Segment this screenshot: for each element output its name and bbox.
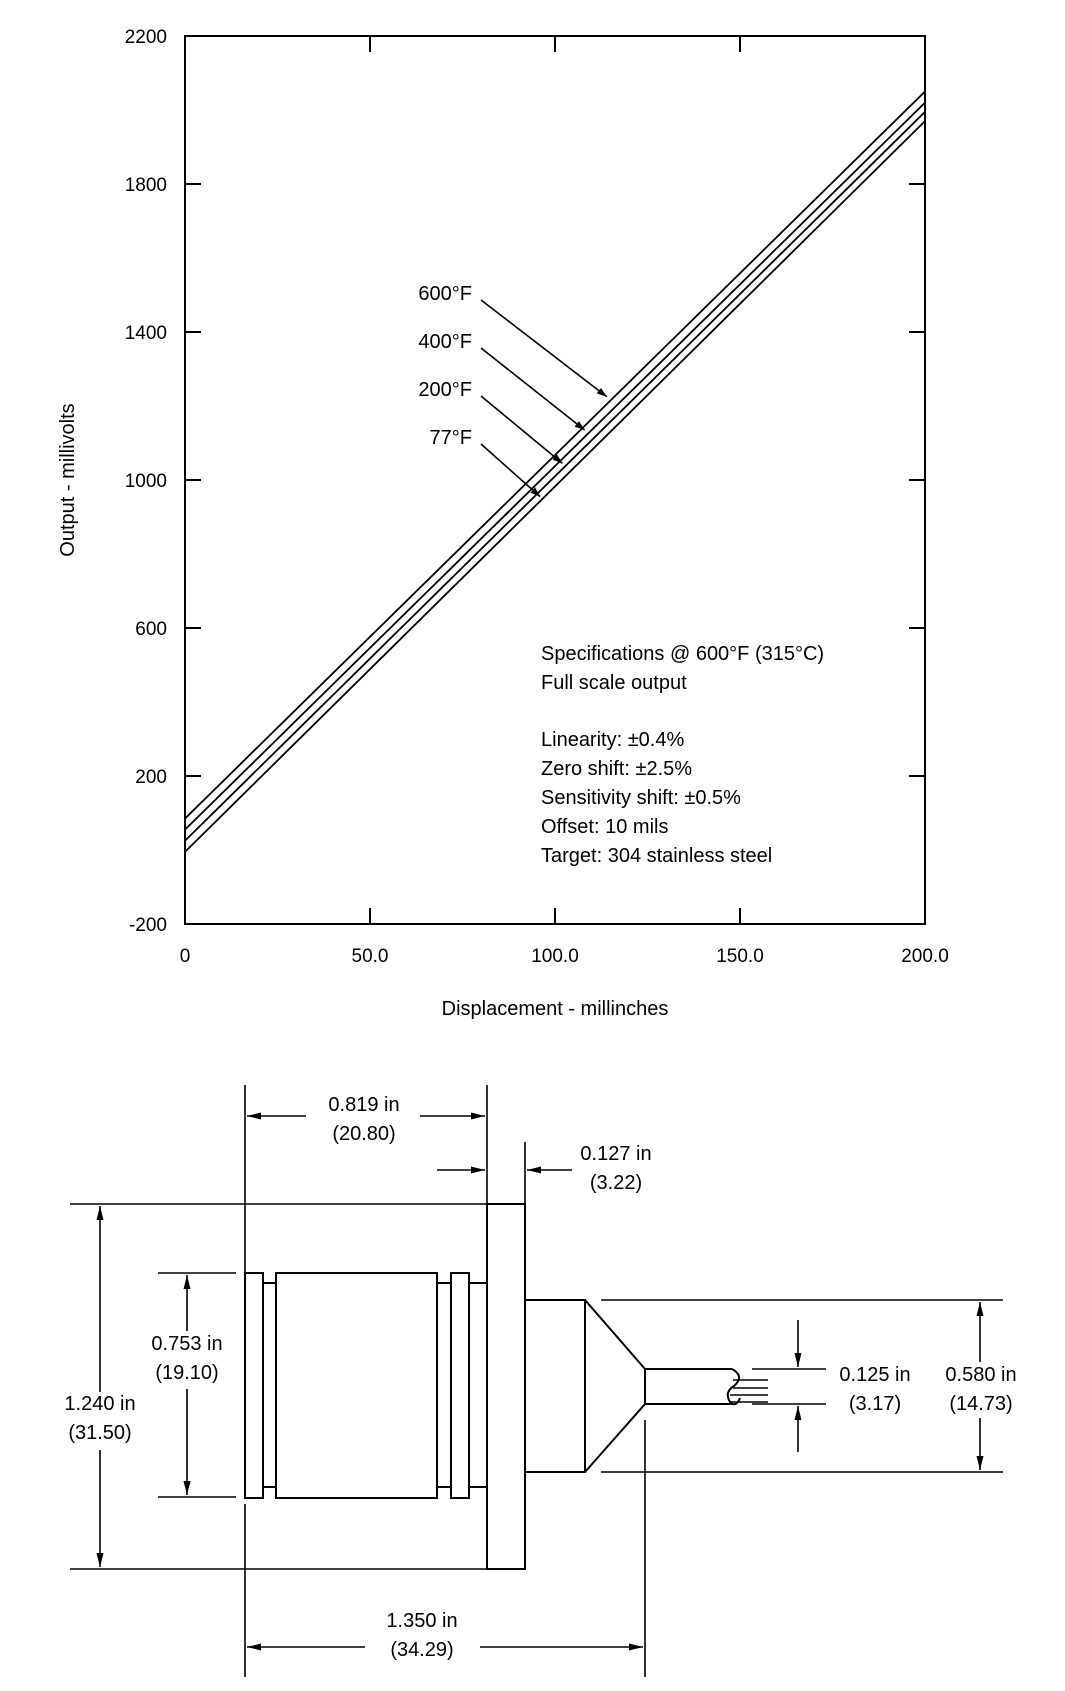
x-tick-label: 150.0 xyxy=(716,946,764,967)
y-tick-label: 200 xyxy=(135,767,167,788)
dim-overall-length xyxy=(247,1610,643,1661)
y-tick-label: -200 xyxy=(128,915,167,936)
left-ring xyxy=(245,1273,263,1498)
dim-housing-diameter-in: 0.580 in xyxy=(945,1364,1017,1386)
spec-linearity: Linearity: ±0.4% xyxy=(541,729,685,751)
sensor-dimension-drawing xyxy=(56,1085,1024,1677)
sensor-body xyxy=(276,1273,437,1498)
y-tick-label: 2200 xyxy=(124,27,167,48)
sensor-outline xyxy=(245,1204,768,1569)
dim-cable-diameter xyxy=(798,1320,911,1452)
cable-break xyxy=(728,1369,740,1404)
x-tick-label: 200.0 xyxy=(901,946,949,967)
x-tick-label: 0 xyxy=(179,946,191,967)
temperature-callouts xyxy=(418,283,606,497)
output-vs-displacement-chart xyxy=(57,27,949,1020)
dim-body-length-mm: (20.80) xyxy=(332,1123,396,1145)
callout-label: 400°F xyxy=(418,331,472,353)
spec-subheading: Full scale output xyxy=(541,672,687,694)
dim-flange-diameter xyxy=(56,1206,148,1567)
y-tick-label: 600 xyxy=(135,619,167,640)
dim-overall-length-in: 1.350 in xyxy=(386,1610,458,1632)
y-tick-label: 1800 xyxy=(124,175,167,196)
dim-flange-diameter-in: 1.240 in xyxy=(64,1393,136,1415)
dim-housing-diameter-mm: (14.73) xyxy=(949,1393,1013,1415)
dim-body-diameter xyxy=(142,1275,234,1495)
y-tick-label: 1000 xyxy=(124,471,167,492)
x-axis-label: Displacement - millinches xyxy=(441,998,669,1020)
dim-overall-length-mm: (34.29) xyxy=(390,1639,454,1661)
right-ring xyxy=(451,1273,469,1498)
callout-arrow xyxy=(481,300,607,397)
callout-arrow xyxy=(481,396,562,463)
dim-flange-thickness-mm: (3.22) xyxy=(589,1172,643,1194)
dim-body-diameter-in: 0.753 in xyxy=(151,1333,223,1355)
housing xyxy=(525,1300,585,1472)
y-axis-ticks xyxy=(125,27,925,936)
dim-flange-thickness xyxy=(437,1143,652,1194)
tapered-nose xyxy=(585,1300,645,1472)
spec-offset: Offset: 10 mils xyxy=(541,816,669,838)
callout-arrow xyxy=(481,348,585,430)
dim-body-length-in: 0.819 in xyxy=(328,1094,400,1116)
y-axis-label: Output - millivolts xyxy=(57,403,79,557)
dim-cable-diameter-in: 0.125 in xyxy=(839,1364,911,1386)
callout-label: 77°F xyxy=(429,427,472,449)
spec-target: Target: 304 stainless steel xyxy=(541,845,773,867)
dim-housing-diameter xyxy=(938,1302,1024,1470)
series-line-600f xyxy=(185,92,925,819)
x-tick-label: 100.0 xyxy=(531,946,579,967)
callout-arrow xyxy=(481,444,540,497)
x-tick-label: 50.0 xyxy=(351,946,389,967)
dim-flange-thickness-in: 0.127 in xyxy=(580,1143,652,1165)
spec-heading: Specifications @ 600°F (315°C) xyxy=(541,643,825,665)
dim-body-diameter-mm: (19.10) xyxy=(155,1362,219,1384)
dim-flange-diameter-mm: (31.50) xyxy=(68,1422,132,1444)
y-tick-label: 1400 xyxy=(124,323,167,344)
series-line-400f xyxy=(185,103,925,830)
flange xyxy=(487,1204,525,1569)
specifications-block xyxy=(541,643,824,867)
callout-label: 600°F xyxy=(418,283,472,305)
dim-cable-diameter-mm: (3.17) xyxy=(848,1393,902,1415)
spec-sensitivity-shift: Sensitivity shift: ±0.5% xyxy=(541,787,741,809)
spec-zero-shift: Zero shift: ±2.5% xyxy=(541,758,693,780)
callout-label: 200°F xyxy=(418,379,472,401)
dim-body-length xyxy=(247,1094,485,1145)
